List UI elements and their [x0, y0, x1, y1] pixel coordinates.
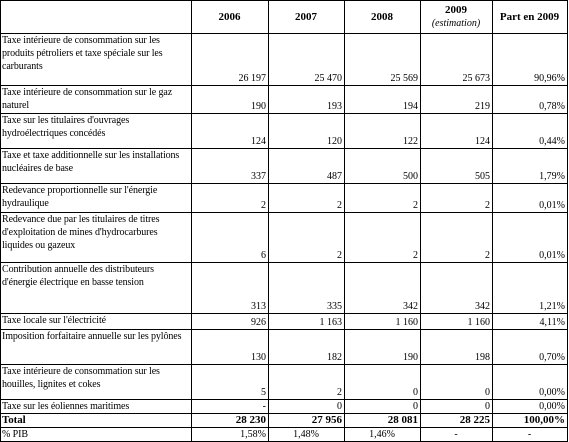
row-value: 342 [421, 263, 493, 314]
row-value: 335 [269, 263, 345, 314]
row-value: 500 [345, 149, 421, 184]
row-value: 0,00% [493, 400, 568, 414]
row-value: 0,01% [493, 184, 568, 213]
row-value: 0,01% [493, 213, 568, 263]
header-2007: 2007 [269, 1, 345, 34]
row-value: 6 [192, 213, 269, 263]
row-label: Redevance proportionnelle sur l'énergie hydraulique [1, 184, 192, 213]
row-value: 27 956 [269, 414, 345, 428]
row-value: 5 [192, 365, 269, 400]
row-value: 0 [345, 365, 421, 400]
row-value: 2 [345, 213, 421, 263]
table-row [1, 184, 568, 213]
row-value: 25 470 [269, 34, 345, 86]
row-value: 1,58% [192, 428, 269, 442]
total-row [1, 414, 568, 428]
row-value: 0,78% [493, 86, 568, 114]
row-value: 0,00% [493, 365, 568, 400]
row-value: 0 [269, 400, 345, 414]
header-2008: 2008 [345, 1, 421, 34]
row-value: 1 160 [421, 314, 493, 330]
row-value: 25 569 [345, 34, 421, 86]
row-value: 182 [269, 330, 345, 365]
row-value: 313 [192, 263, 269, 314]
row-value: 337 [192, 149, 269, 184]
row-value: 1 160 [345, 314, 421, 330]
row-value: 130 [192, 330, 269, 365]
header-2006: 2006 [192, 1, 269, 34]
table-row [1, 86, 568, 114]
header-blank [1, 1, 192, 34]
row-value: 28 230 [192, 414, 269, 428]
table-row [1, 149, 568, 184]
row-label: Taxe sur les titulaires d'ouvrages hydroélectriques concédés [1, 114, 192, 149]
row-value: - [192, 400, 269, 414]
row-label: Imposition forfaitaire annuelle sur les pylônes [1, 330, 192, 365]
row-value: 0 [421, 400, 493, 414]
row-value: 122 [345, 114, 421, 149]
table-row [1, 365, 568, 400]
row-value: 28 225 [421, 414, 493, 428]
table-row [1, 314, 568, 330]
row-value: 120 [269, 114, 345, 149]
row-value: 190 [345, 330, 421, 365]
row-value: 0 [421, 365, 493, 400]
header-2009-estimation: (estimation) [431, 18, 481, 29]
row-label: Contribution annuelle des distributeurs d'énergie électrique en basse tension [1, 263, 192, 314]
row-value: 2 [269, 184, 345, 213]
row-value: 1,79% [493, 149, 568, 184]
row-label: Taxe intérieure de consommation sur les produits pétroliers et taxe spéciale sur les carburants [1, 34, 192, 86]
header-part-2009: Part en 2009 [493, 1, 568, 34]
header-row [1, 1, 568, 34]
row-value: 219 [421, 86, 493, 114]
row-value: 90,96% [493, 34, 568, 86]
row-label: Redevance due par les titulaires de titres d'exploitation de mines d'hydrocarbures liquides ou gazeux [1, 213, 192, 263]
row-label: Taxe intérieure de consommation sur les houilles, lignites et cokes [1, 365, 192, 400]
row-value: 2 [421, 184, 493, 213]
row-value: 4,11% [493, 314, 568, 330]
row-value: 0 [345, 400, 421, 414]
row-value: 198 [421, 330, 493, 365]
row-label: Taxe sur les éoliennes maritimes [1, 400, 192, 414]
row-value: - [493, 428, 568, 442]
row-value: 1,21% [493, 263, 568, 314]
row-label: Taxe intérieure de consommation sur le gaz naturel [1, 86, 192, 114]
row-value: 0,70% [493, 330, 568, 365]
row-value: 0,44% [493, 114, 568, 149]
row-value: 124 [192, 114, 269, 149]
row-value: 505 [421, 149, 493, 184]
row-value: 1 163 [269, 314, 345, 330]
row-value: 25 673 [421, 34, 493, 86]
row-value: 2 [269, 213, 345, 263]
row-value: 28 081 [345, 414, 421, 428]
table-row [1, 34, 568, 86]
row-value: 190 [192, 86, 269, 114]
header-2009-year: 2009 [445, 4, 467, 16]
row-value: 487 [269, 149, 345, 184]
row-label: Taxe et taxe additionnelle sur les installations nucléaires de base [1, 149, 192, 184]
table-row [1, 400, 568, 414]
row-value: 1,46% [345, 428, 421, 442]
row-value: 2 [269, 365, 345, 400]
row-value: 193 [269, 86, 345, 114]
row-value: 1,48% [269, 428, 345, 442]
header-2009 [421, 1, 493, 34]
row-value: 926 [192, 314, 269, 330]
row-value: 2 [345, 184, 421, 213]
row-value: 194 [345, 86, 421, 114]
row-label: % PIB [1, 428, 192, 442]
table-row [1, 114, 568, 149]
table-row [1, 263, 568, 314]
row-value: 2 [421, 213, 493, 263]
row-label: Total [1, 414, 192, 428]
row-value: - [421, 428, 493, 442]
row-label: Taxe locale sur l'électricité [1, 314, 192, 330]
pib-row [1, 428, 568, 442]
row-value: 342 [345, 263, 421, 314]
table-row [1, 213, 568, 263]
row-value: 2 [192, 184, 269, 213]
row-value: 26 197 [192, 34, 269, 86]
row-value: 124 [421, 114, 493, 149]
table-row [1, 330, 568, 365]
row-value: 100,00% [493, 414, 568, 428]
